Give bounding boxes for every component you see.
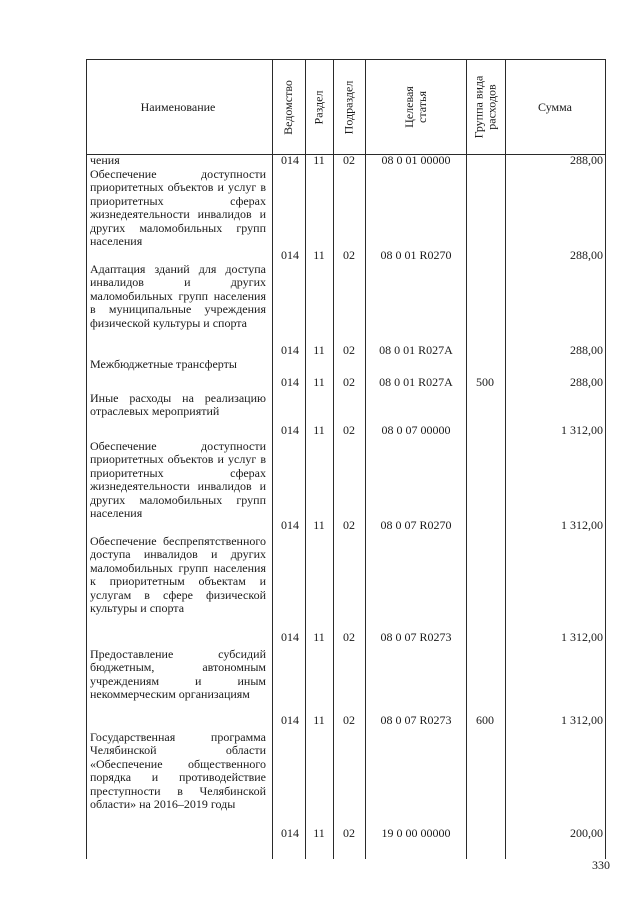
row-celevaya: 08 0 01 00000 (381, 153, 451, 167)
row-podrazdel: 02 (343, 630, 355, 644)
row-name: чения (90, 153, 120, 167)
row-name: Предоставление субсидий бюджетным, автономным учреждениям и иным некоммерческим организациям (90, 647, 266, 702)
row-razdel: 11 (313, 518, 325, 532)
header-gruppa-label (473, 76, 499, 139)
row-vedomstvo: 014 (281, 630, 299, 644)
row-summa: 1 312,00 (561, 630, 603, 644)
row-vedomstvo: 014 (281, 518, 299, 532)
column-border-razdel (305, 59, 306, 859)
header-gruppa-line1: Группа вида (471, 75, 486, 139)
column-border-celevaya (365, 59, 366, 859)
row-podrazdel: 02 (343, 826, 355, 840)
row-summa: 1 312,00 (561, 713, 603, 727)
header-celevaya (365, 60, 466, 154)
header-razdel-label: Раздел (311, 90, 326, 124)
header-gruppa (466, 60, 505, 154)
header-vedomstvo (272, 60, 305, 154)
header-vedomstvo-label: Ведомство (281, 79, 296, 135)
row-celevaya: 08 0 01 R0270 (380, 248, 452, 262)
row-podrazdel: 02 (343, 343, 355, 357)
header-celevaya-label (402, 86, 428, 128)
row-name: Обеспечение беспрепятственного доступа инвалидов и других маломобильных групп населения к приоритетным объектам и услугам в сфере физической культуры и спорта (90, 534, 266, 616)
row-celevaya: 08 0 07 00000 (381, 423, 451, 437)
row-summa: 288,00 (570, 248, 603, 262)
header-summa: Сумма (538, 99, 572, 114)
column-border-gruppa (466, 59, 467, 859)
row-razdel: 11 (313, 423, 325, 437)
row-name: Государственная программа Челябинской области «Обеспечение общественного порядка и противодействие преступности в Челябинской области» на 2016–2019 годы (90, 730, 266, 812)
page-number: 330 (592, 858, 610, 872)
row-vedomstvo: 014 (281, 713, 299, 727)
row-podrazdel: 02 (343, 518, 355, 532)
row-name: Обеспечение доступности приоритетных объектов и услуг в приоритетных сферах жизнедеятельности инвалидов и других маломобильных групп населения (90, 167, 266, 249)
row-summa: 200,00 (570, 826, 603, 840)
header-name: Наименование (140, 99, 216, 114)
header-celevaya-line2: статья (414, 91, 429, 123)
row-celevaya: 08 0 01 R027A (379, 343, 453, 357)
row-podrazdel: 02 (343, 713, 355, 727)
header-razdel (305, 60, 333, 154)
row-gruppa: 500 (476, 375, 494, 389)
row-celevaya: 08 0 07 R0273 (380, 713, 452, 727)
row-razdel: 11 (313, 630, 325, 644)
row-razdel: 11 (313, 375, 325, 389)
column-border-summa (505, 59, 506, 859)
row-vedomstvo: 014 (281, 153, 299, 167)
column-border-right (605, 59, 606, 859)
row-podrazdel: 02 (343, 423, 355, 437)
row-summa: 288,00 (570, 375, 603, 389)
row-name: Обеспечение доступности приоритетных объектов и услуг в приоритетных сферах жизнедеятельности инвалидов и других маломобильных групп населения (90, 439, 266, 521)
header-celevaya-line1: Целевая (401, 86, 416, 128)
row-celevaya: 08 0 07 R0270 (380, 518, 452, 532)
row-vedomstvo: 014 (281, 826, 299, 840)
column-border-left (86, 59, 87, 859)
row-name: Иные расходы на реализацию отраслевых мероприятий (90, 391, 266, 419)
row-summa: 288,00 (570, 153, 603, 167)
row-vedomstvo: 014 (281, 343, 299, 357)
row-razdel: 11 (313, 153, 325, 167)
column-border-podrazdel (333, 59, 334, 859)
row-summa: 1 312,00 (561, 518, 603, 532)
row-razdel: 11 (313, 343, 325, 357)
column-border-ved (272, 59, 273, 859)
row-name: Межбюджетные трансферты (90, 357, 237, 371)
row-razdel: 11 (313, 248, 325, 262)
row-podrazdel: 02 (343, 153, 355, 167)
row-podrazdel: 02 (343, 248, 355, 262)
row-summa: 1 312,00 (561, 423, 603, 437)
header-podrazdel (333, 60, 365, 154)
row-vedomstvo: 014 (281, 375, 299, 389)
row-gruppa: 600 (476, 713, 494, 727)
row-celevaya: 08 0 01 R027A (379, 375, 453, 389)
row-vedomstvo: 014 (281, 248, 299, 262)
row-razdel: 11 (313, 713, 325, 727)
row-summa: 288,00 (570, 343, 603, 357)
row-name: Адаптация зданий для доступа инвалидов и других маломобильных групп населения в муниципальные учреждения физической культуры и спорта (90, 262, 266, 330)
row-vedomstvo: 014 (281, 423, 299, 437)
row-podrazdel: 02 (343, 375, 355, 389)
row-celevaya: 19 0 00 00000 (381, 826, 451, 840)
header-podrazdel-label: Подраздел (341, 80, 356, 134)
header-gruppa-line2: расходов (484, 84, 499, 130)
row-celevaya: 08 0 07 R0273 (380, 630, 452, 644)
row-razdel: 11 (313, 826, 325, 840)
